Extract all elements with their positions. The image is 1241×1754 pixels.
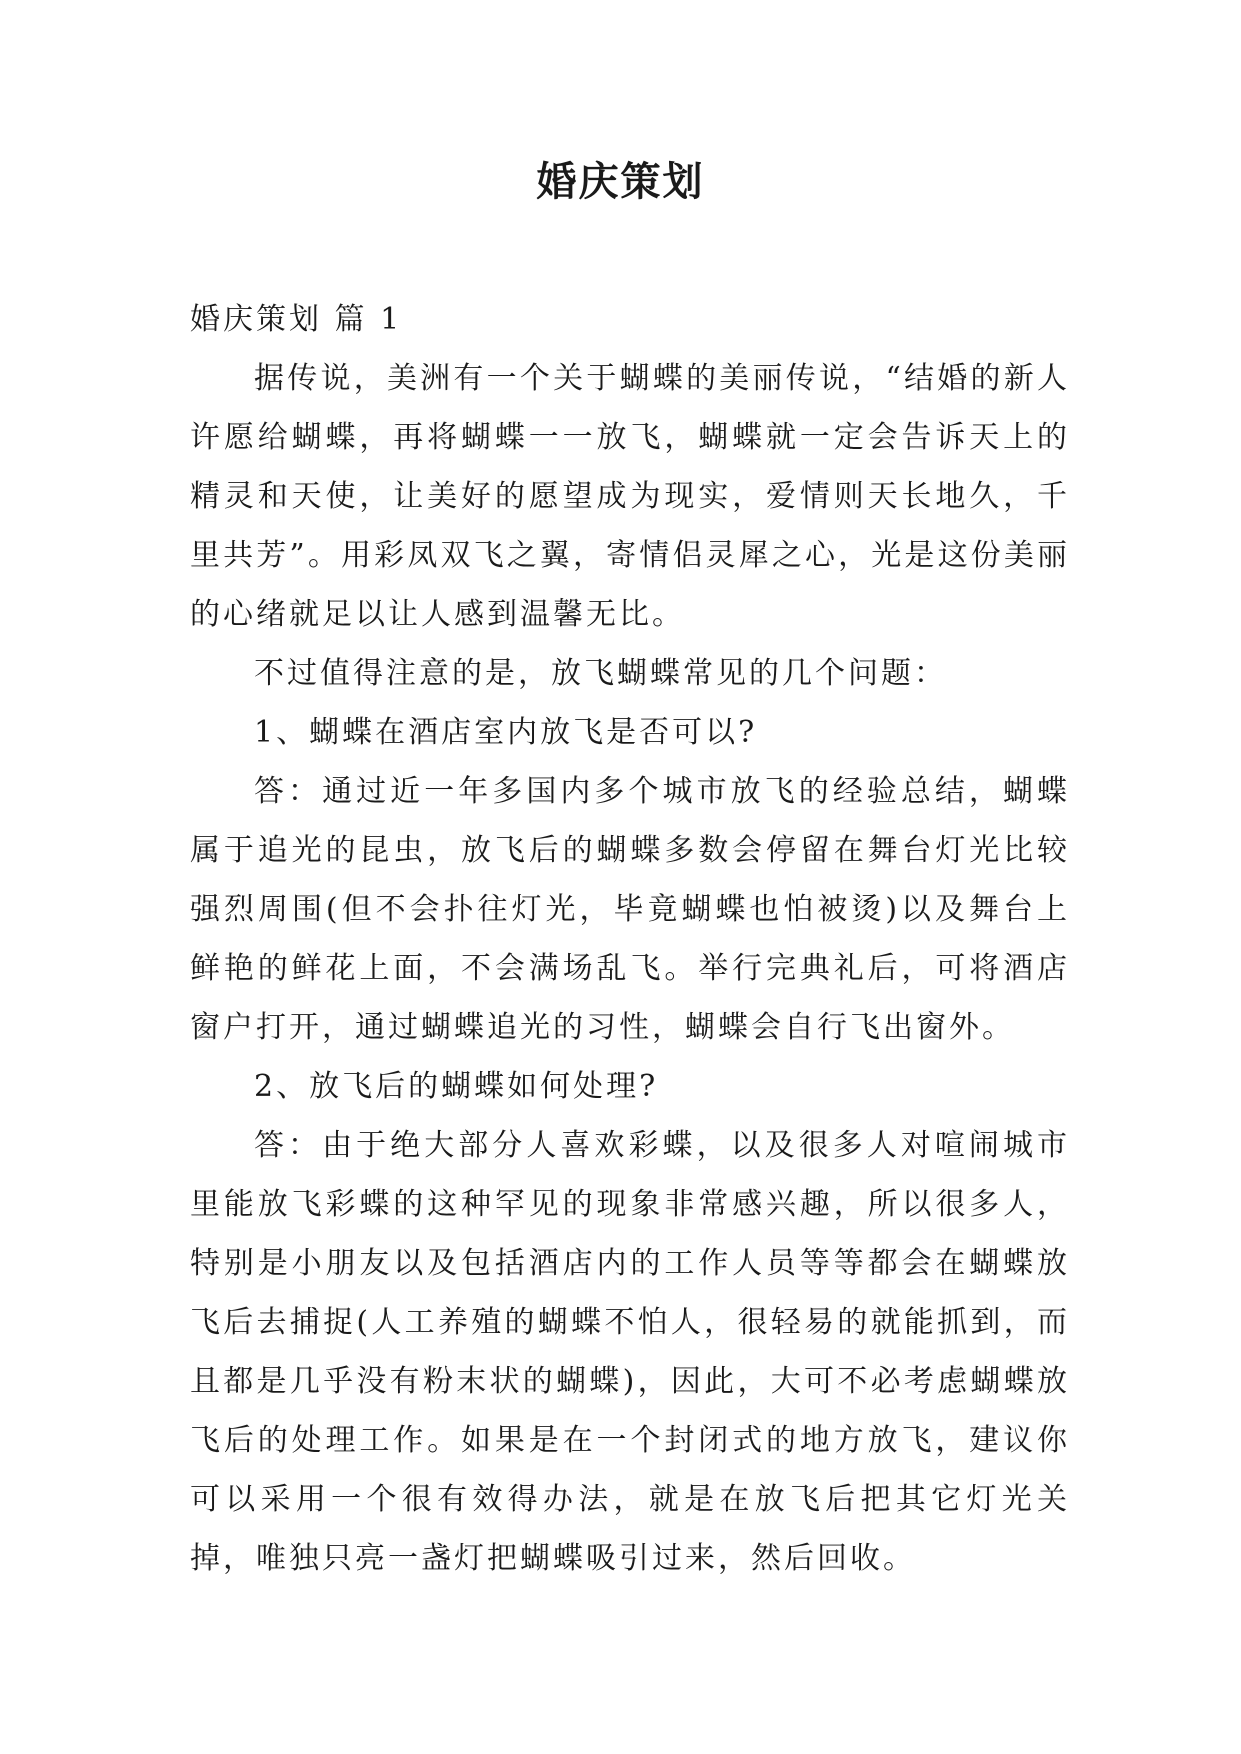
paragraph-notice: 不过值得注意的是，放飞蝴蝶常见的几个问题： — [254, 656, 947, 691]
question-2: 2、放飞后的蝴蝶如何处理? — [254, 1069, 659, 1104]
question-1: 1、蝴蝶在酒店室内放飞是否可以? — [254, 715, 758, 750]
answer-2: 答：由于绝大部分人喜欢彩蝶，以及很多人对喧闹城市里能放飞彩蝶的这种罕见的现象非常感兴趣，所以很多人，特别是小朋友以及包括酒店内的工作人员等等都会在蝴蝶放飞后去捕捉(人工养殖的蝴蝶不怕人，很轻易的就能抓到，而且都是几乎没有粉末状的蝴蝶)，因此，大可不必考虑蝴蝶放飞后的处理工作。如果是在一个封闭式的地方放飞，建议你可以采用一个很有效得办法，就是在放飞后把其它灯光关掉，唯独只亮一盏灯把蝴蝶吸引过来，然后回收。 — [190, 1128, 1070, 1576]
paragraph-legend: 据传说，美洲有一个关于蝴蝶的美丽传说，“结婚的新人许愿给蝴蝶，再将蝴蝶一一放飞，蝴蝶就一定会告诉天上的精灵和天使，让美好的愿望成为现实，爱情则天长地久，千里共芳”。用彩凤双飞之翼，寄情侣灵犀之心，光是这份美丽的心绪就足以让人感到温馨无比。 — [190, 361, 1070, 632]
section-heading: 婚庆策划 篇 1 — [190, 302, 403, 337]
document-title: 婚庆策划 — [536, 159, 705, 205]
answer-1: 答：通过近一年多国内多个城市放飞的经验总结，蝴蝶属于追光的昆虫，放飞后的蝴蝶多数会停留在舞台灯光比较强烈周围(但不会扑往灯光，毕竟蝴蝶也怕被烫)以及舞台上鲜艳的鲜花上面，不会满场乱飞。举行完典礼后，可将酒店窗户打开，通过蝴蝶追光的习性，蝴蝶会自行飞出窗外。 — [190, 774, 1070, 1045]
document-body — [190, 290, 1070, 1588]
